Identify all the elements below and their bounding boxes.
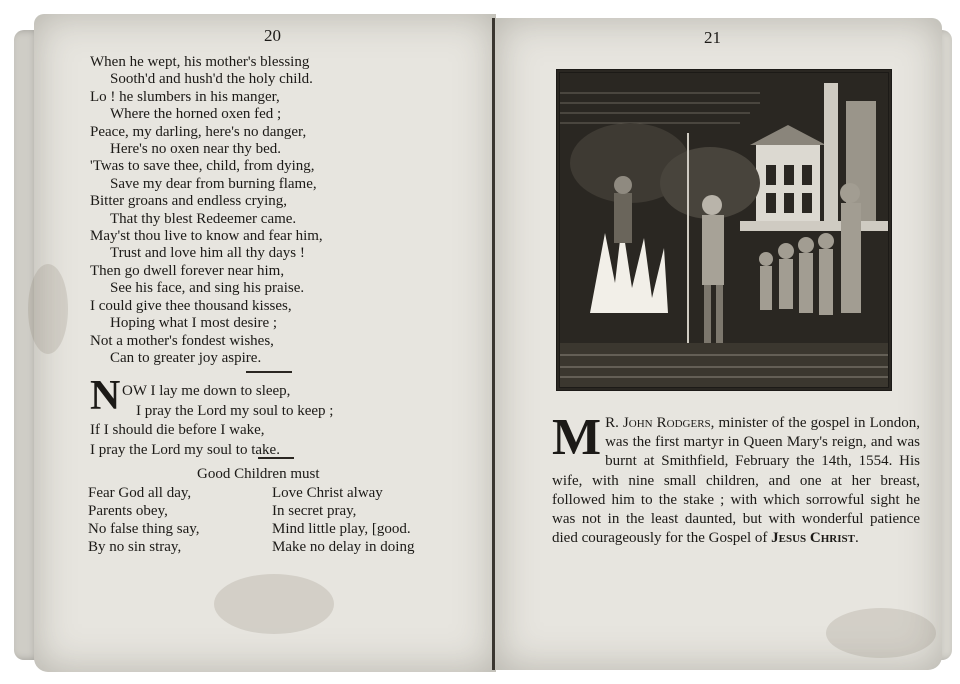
paragraph-text: . (854, 530, 859, 547)
rule-cell: In secret pray, (272, 503, 357, 519)
paragraph-text: R. (605, 415, 623, 431)
bedtime-prayer (90, 382, 333, 460)
rule-row (88, 502, 414, 520)
martyrdom-woodcut-illustration (556, 69, 892, 391)
page-number-left: 20 (264, 26, 281, 45)
prayer-line: I pray the Lord my soul to keep ; (136, 402, 334, 419)
rule-cell: Parents obey, (88, 503, 168, 519)
good-children-title: Good Children must (197, 466, 320, 482)
verse-line: Then go dwell forever near him, (90, 262, 285, 279)
rule-cell: Mind little play, [good. (272, 521, 411, 537)
verse-line: When he wept, his mother's blessing (90, 54, 310, 70)
rule-row (88, 520, 414, 538)
verse-line: Lo ! he slumbers in his manger, (90, 88, 280, 105)
martyr-name: John Rodgers (622, 415, 711, 431)
rule-cell: Fear God all day, (88, 485, 192, 501)
verse-line: Sooth'd and hush'd the holy child. (110, 71, 313, 88)
verse-line: Can to greater joy aspire. (110, 349, 262, 366)
martyr-figure (614, 193, 632, 243)
verse-line: Here's no oxen near thy bed. (110, 141, 281, 158)
section-divider (258, 457, 294, 459)
lullaby-verse (90, 54, 323, 367)
verse-line: Peace, my darling, here's no danger, (90, 123, 307, 140)
rule-cell: By no sin stray, (88, 539, 182, 555)
verse-line: May'st thou live to know and fear him, (90, 228, 323, 245)
prayer-line: I pray the Lord my soul to take. (90, 441, 280, 458)
paper-stain (28, 264, 68, 354)
prayer-line: OW I lay me down to sleep, (122, 383, 291, 399)
rule-cell: Make no delay in doing (272, 539, 415, 555)
rule-row (88, 484, 414, 502)
verse-line: I could give thee thousand kisses, (90, 297, 292, 314)
verse-line: Where the horned oxen fed ; (110, 106, 282, 123)
jesus-christ-text: Jesus Christ (771, 530, 855, 547)
verse-line: Save my dear from burning flame, (110, 175, 317, 192)
paper-stain (826, 608, 936, 658)
verse-line: See his face, and sing his praise. (110, 280, 305, 297)
page-number-right: 21 (704, 28, 721, 47)
paper-stain (214, 574, 334, 634)
prayer-line: If I should die before I wake, (90, 422, 265, 438)
good-children-rules (88, 484, 414, 556)
verse-line: Not a mother's fondest wishes, (90, 332, 274, 349)
verse-line: Hoping what I most desire ; (110, 315, 278, 332)
section-divider (246, 371, 292, 373)
rule-row (88, 538, 414, 556)
verse-line: 'Twas to save thee, child, from dying, (90, 158, 315, 175)
rule-cell: No false thing say, (88, 521, 200, 537)
drop-cap-m: M (552, 409, 602, 466)
drop-cap-n: N (90, 373, 121, 419)
rule-cell: Love Christ alway (272, 485, 383, 501)
woodcut-scene (560, 73, 888, 387)
verse-line: That thy blest Redeemer came. (110, 210, 297, 227)
verse-line: Bitter groans and endless crying, (90, 193, 288, 210)
verse-line: Trust and love him all thy days ! (110, 245, 305, 262)
guard-figure (702, 215, 724, 285)
book-spine (492, 18, 495, 670)
paragraph-text: , minister of the gospel in London, was the first martyr in Queen Mary's reign, and was burnt at Smithfield, February the 14th, 1554. His wife, with nine small children, and one at her breast, followed him to the stake ; with which sorrowful sight he was not in the least daunted, but with wonderful patience died courageously for the Gospel of (552, 415, 920, 547)
martyr-paragraph (552, 409, 920, 548)
